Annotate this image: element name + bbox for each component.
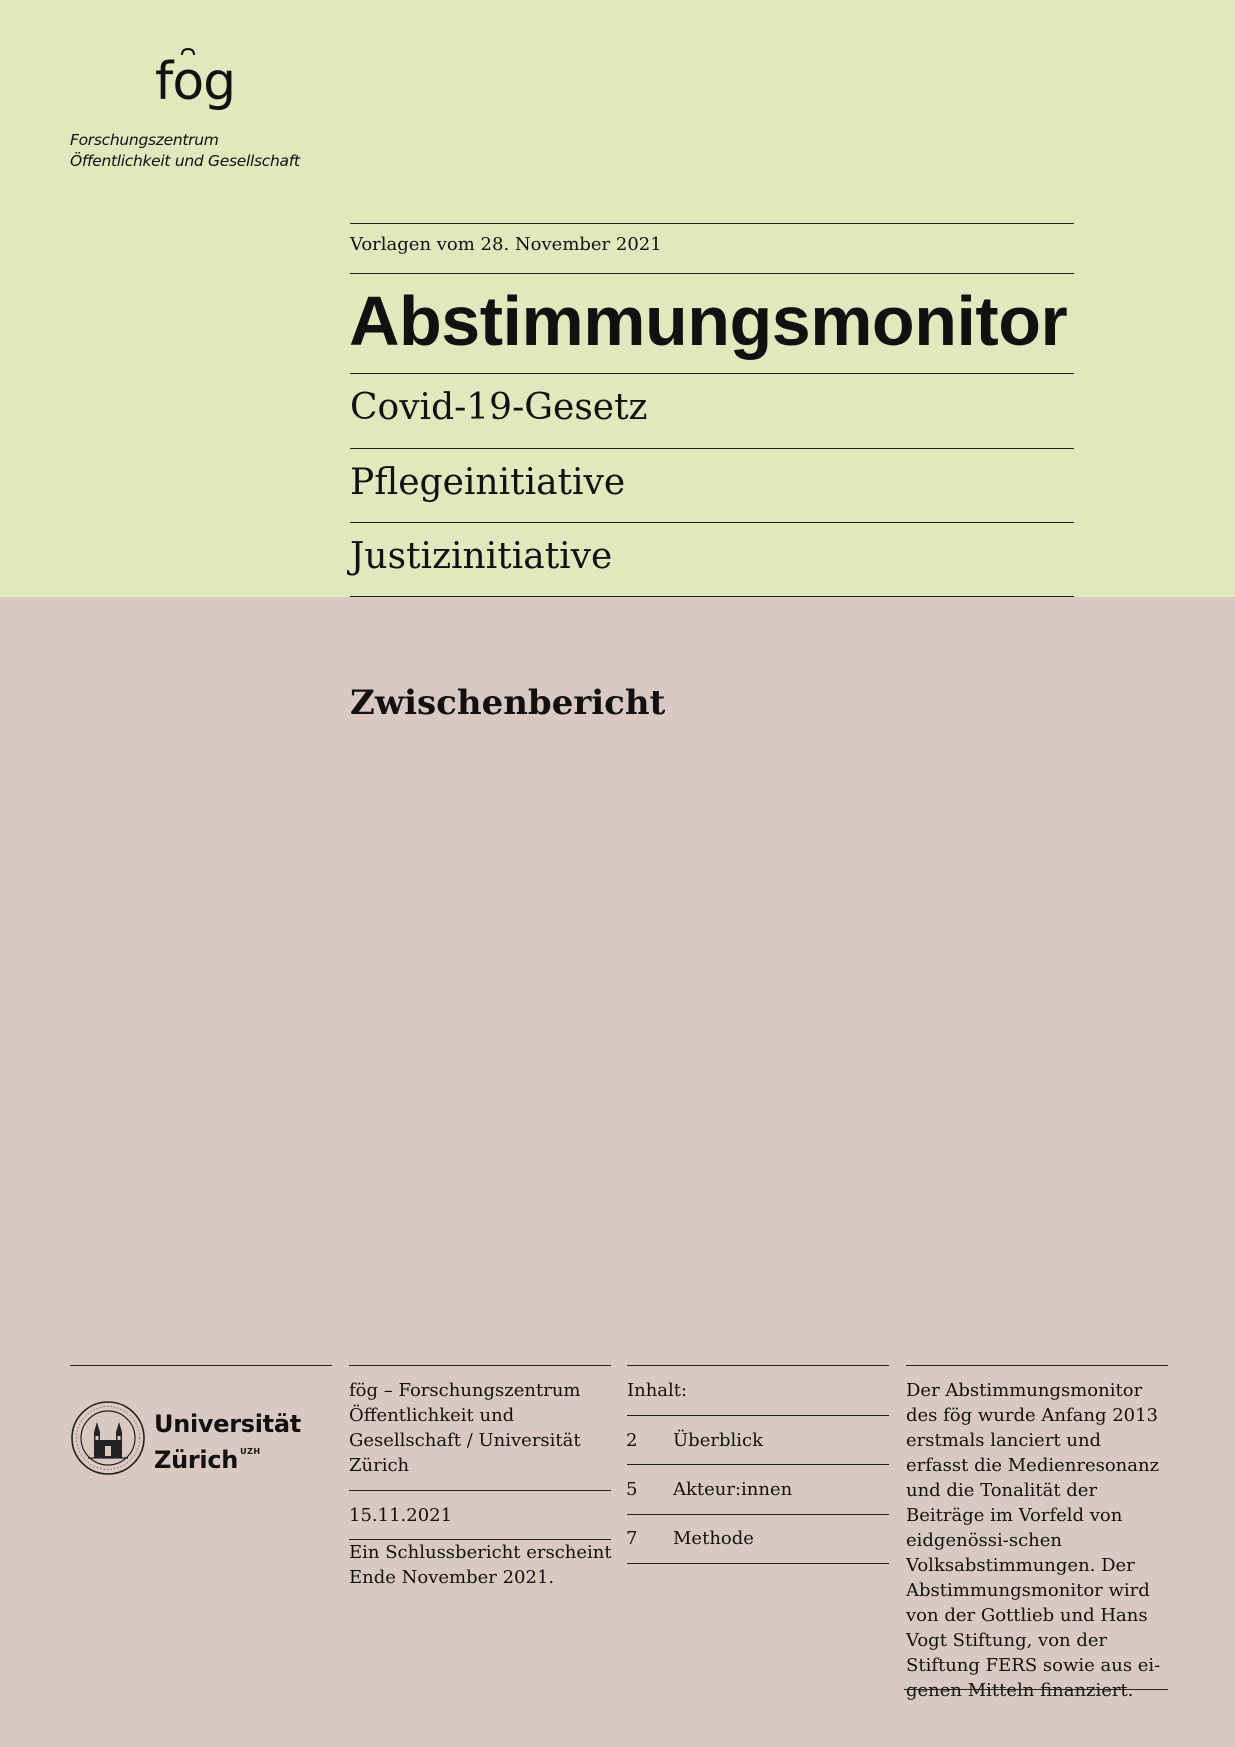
publisher-info: fög – Forschungszentrum Öffentlichkeit und Gesellschaft / Universität Zürich — [349, 1380, 581, 1476]
proposal-pflege: Pflegeinitiative — [350, 462, 626, 503]
rule — [350, 522, 1074, 523]
proposal-justiz: Justizinitiative — [350, 536, 613, 577]
rule — [350, 273, 1074, 274]
proposal-covid: Covid-19-Gesetz — [350, 387, 648, 428]
rule-top — [350, 223, 1074, 224]
rule — [350, 596, 1074, 597]
vorlagen-date: Vorlagen vom 28. November 2021 — [350, 234, 662, 255]
final-report-note: Ein Schlussbericht erscheint Ende November 2021. — [349, 1542, 612, 1588]
rule — [349, 1490, 611, 1491]
fog-logo-g: g — [203, 52, 236, 112]
fog-logo-f: f — [155, 52, 173, 112]
toc-entry-methode[interactable]: Methode — [673, 1528, 754, 1549]
toc-page: 2 — [626, 1430, 638, 1451]
rule — [627, 1514, 889, 1515]
rule-footer-toc — [627, 1365, 889, 1366]
toc-entry-ueberblick[interactable]: Überblick — [673, 1430, 763, 1451]
rule-footer-about — [906, 1365, 1168, 1366]
fog-logo-mark — [155, 52, 236, 112]
rule — [350, 373, 1074, 374]
fog-logo-text — [70, 130, 300, 172]
toc-page: 7 — [626, 1528, 638, 1549]
uzh-abbr: UZH — [240, 1447, 261, 1456]
uzh-wordmark — [154, 1410, 301, 1474]
uzh-seal-icon — [70, 1400, 146, 1476]
rule-footer-publisher — [349, 1365, 611, 1366]
fog-logo-line1: Forschungszentrum — [70, 131, 219, 149]
rule — [627, 1415, 889, 1416]
toc-heading: Inhalt: — [627, 1380, 688, 1401]
toc-page: 5 — [626, 1479, 638, 1500]
fog-logo-line2: Öffentlichkeit und Gesellschaft — [70, 152, 300, 170]
rule-footer-bottom — [904, 1689, 1168, 1690]
toc-entry-akteurinnen[interactable]: Akteur:innen — [673, 1479, 793, 1500]
rule — [627, 1563, 889, 1564]
uzh-line2: Zürich — [154, 1446, 239, 1474]
uzh-line1: Universität — [154, 1410, 301, 1438]
about-text: Der Abstimmungsmonitor des fög wurde Anfang 2013 erstmals lanciert und erfasst die Medienresonanz und die Tonalität der Beiträge im Vorfeld von eidgenössi-schen Volksabstimmungen. Der Abstimmungsmonitor wird von der Gottlieb und Hans Vogt Stiftung, von der Stiftung FERS sowie aus ei-genen Mitteln finanziert. — [906, 1380, 1161, 1701]
publication-date: 15.11.2021 — [349, 1505, 453, 1526]
fog-logo-o: o — [172, 56, 203, 108]
report-type: Zwischenbericht — [350, 683, 666, 723]
fog-logo-accent-icon — [181, 48, 195, 56]
rule — [350, 448, 1074, 449]
page-title: Abstimmungsmonitor — [349, 282, 1068, 360]
rule — [627, 1464, 889, 1465]
uzh-logo — [70, 1400, 301, 1480]
rule-footer-uzh — [70, 1365, 332, 1366]
